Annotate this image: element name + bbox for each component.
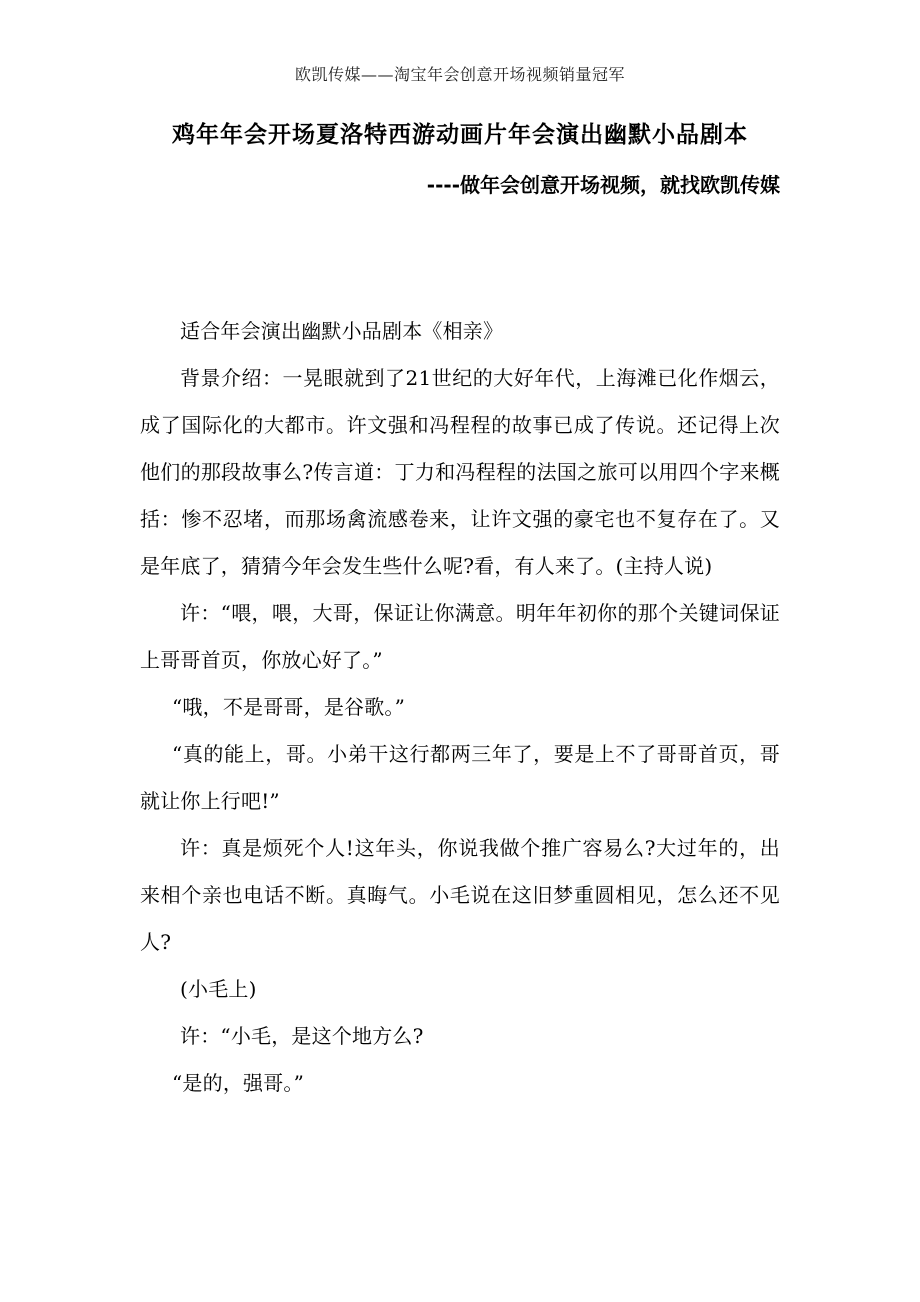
dialog-paragraph: 许：“喂，喂，大哥，保证让你满意。明年年初你的那个关键词保证上哥哥首页，你放心好了。” xyxy=(140,601,780,672)
document-subtitle: ----做年会创意开场视频，就找欧凯传媒 xyxy=(426,173,780,197)
stage-direction-paragraph: (小毛上) xyxy=(180,977,257,1001)
dialog-paragraph: “哦，不是哥哥，是谷歌。” xyxy=(172,695,406,719)
dialog-paragraph: “真的能上，哥。小弟干这行都两三年了，要是上不了哥哥首页，哥就让你上行吧!” xyxy=(140,742,780,813)
dialog-paragraph: 许：“小毛，是这个地方么? xyxy=(180,1024,424,1048)
document-body xyxy=(140,308,780,1107)
document-title: 鸡年年会开场夏洛特西游动画片年会演出幽默小品剧本 xyxy=(172,122,748,148)
running-header: 欧凯传媒——淘宝年会创意开场视频销量冠军 xyxy=(294,65,625,84)
script-title-paragraph: 适合年会演出幽默小品剧本《相亲》 xyxy=(180,319,504,343)
background-paragraph: 背景介绍：一晃眼就到了21世纪的大好年代，上海滩已化作烟云，成了国际化的大都市。许文强和冯程程的故事已成了传说。还记得上次他们的那段故事么?传言道：丁力和冯程程的法国之旅可以用四个字来概括：惨不忍堵，而那场禽流感卷来，让许文强的豪宅也不复存在了。又是年底了，猜猜今年会发生些什么呢?看，有人来了。(主持人说) xyxy=(140,366,780,578)
dialog-paragraph: 许：真是烦死个人!这年头，你说我做个推广容易么?大过年的，出来相个亲也电话不断。真晦气。小毛说在这旧梦重圆相见，怎么还不见人? xyxy=(140,836,780,954)
dialog-paragraph: “是的，强哥。” xyxy=(172,1071,305,1095)
